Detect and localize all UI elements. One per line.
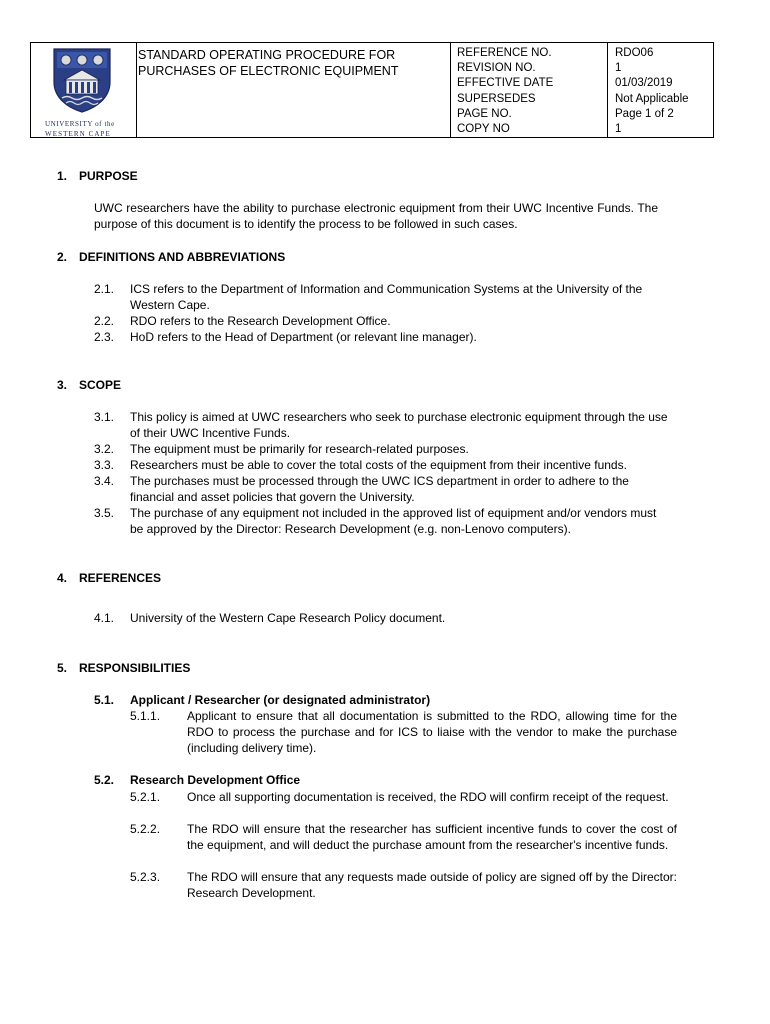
title-line: STANDARD OPERATING PROCEDURE FOR	[138, 48, 396, 62]
field-label: REVISION NO.	[457, 62, 536, 75]
header-divider	[136, 43, 137, 137]
title-line: PURCHASES OF ELECTRONIC EQUIPMENT	[138, 64, 399, 78]
item-text: Applicant to ensure that all documentation is submitted to the RDO, allowing time for the RDO to process the purchase and for ICS to liaise with the vendor to make the purchase (including delivery time).	[187, 709, 677, 755]
purpose-paragraph: UWC researchers have the ability to purchase electronic equipment from their UWC Incentive Funds. The purpose of this document is to identify the process to be followed in such cases.	[94, 201, 658, 231]
field-value: Not Applicable	[615, 92, 689, 105]
section-title: DEFINITIONS AND ABBREVIATIONS	[79, 250, 286, 264]
item-number: 5.2.1.	[130, 790, 161, 804]
item-number: 3.5.	[94, 506, 115, 520]
field-label: PAGE NO.	[457, 107, 512, 120]
section-title: PURPOSE	[79, 169, 138, 183]
field-value: RDO06	[615, 47, 654, 59]
header-divider	[607, 43, 608, 137]
section-title: RESPONSIBILITIES	[79, 661, 191, 675]
document-title	[138, 47, 468, 79]
item-text: Researchers must be able to cover the total costs of the equipment from their incentive funds.	[130, 458, 627, 472]
section-number: 3.	[57, 378, 68, 392]
item-number: 3.1.	[94, 410, 115, 424]
logo-text: WESTERN CAPE	[45, 130, 111, 138]
item-text: Once all supporting documentation is received, the RDO will confirm receipt of the request.	[187, 790, 669, 804]
item-text: HoD refers to the Head of Department (or relevant line manager).	[130, 330, 477, 344]
item-number: 3.2.	[94, 442, 115, 456]
item-number: 4.1.	[94, 611, 115, 625]
item-text: This policy is aimed at UWC researchers who seek to purchase electronic equipment through the use of their UWC Incentive Funds.	[130, 410, 668, 440]
section-title: REFERENCES	[79, 571, 162, 585]
field-value: 1	[615, 62, 622, 75]
item-text: RDO refers to the Research Development Office.	[130, 314, 391, 328]
item-text: ICS refers to the Department of Information and Communication Systems at the University of the Western Cape.	[130, 282, 643, 312]
item-number: 5.1.1.	[130, 709, 161, 723]
item-text: The purchase of any equipment not included in the approved list of equipment and/or vendors must be approved by the Director: Research Development (e.g. non-Lenovo computers).	[130, 506, 657, 536]
field-value: 1	[615, 123, 622, 136]
item-text: The RDO will ensure that any requests made outside of policy are signed off by the Director: Research Development.	[187, 870, 677, 900]
header-field-labels	[457, 46, 607, 137]
subsection-title: Research Development Office	[130, 773, 301, 787]
crest-icon	[50, 46, 114, 114]
logo-text: UNIVERSITY of the	[45, 120, 115, 128]
field-label: EFFECTIVE DATE	[457, 77, 554, 90]
item-number: 3.3.	[94, 458, 115, 472]
item-text: University of the Western Cape Research Policy document.	[130, 611, 446, 625]
item-number: 2.2.	[94, 314, 115, 328]
field-value: Page 1 of 2	[615, 107, 674, 120]
section-number: 1.	[57, 169, 68, 183]
item-number: 2.1.	[94, 282, 115, 296]
subsection-number: 5.2.	[94, 773, 115, 787]
field-label: REFERENCE NO.	[457, 47, 552, 59]
section-number: 4.	[57, 571, 68, 585]
item-text: The RDO will ensure that the researcher has sufficient incentive funds to cover the cost of the equipment, and will deduct the purchase amount from the researcher's incentive funds.	[187, 822, 677, 852]
header-table	[30, 42, 714, 138]
section-title: SCOPE	[79, 378, 122, 392]
item-text: The equipment must be primarily for research-related purposes.	[130, 442, 469, 456]
university-logo	[31, 43, 134, 137]
item-number: 5.2.3.	[130, 870, 161, 884]
section-number: 5.	[57, 661, 68, 675]
field-value: 01/03/2019	[615, 77, 673, 90]
field-label: SUPERSEDES	[457, 92, 536, 105]
header-field-values	[615, 46, 711, 137]
subsection-title: Applicant / Researcher (or designated administrator)	[130, 693, 431, 707]
section-number: 2.	[57, 250, 68, 264]
item-number: 5.2.2.	[130, 822, 161, 836]
item-number: 2.3.	[94, 330, 115, 344]
field-label: COPY NO	[457, 123, 510, 136]
item-text: The purchases must be processed through the UWC ICS department in order to adhere to the financial and asset policies that govern the University.	[130, 474, 629, 504]
subsection-number: 5.1.	[94, 693, 115, 707]
item-number: 3.4.	[94, 474, 115, 488]
